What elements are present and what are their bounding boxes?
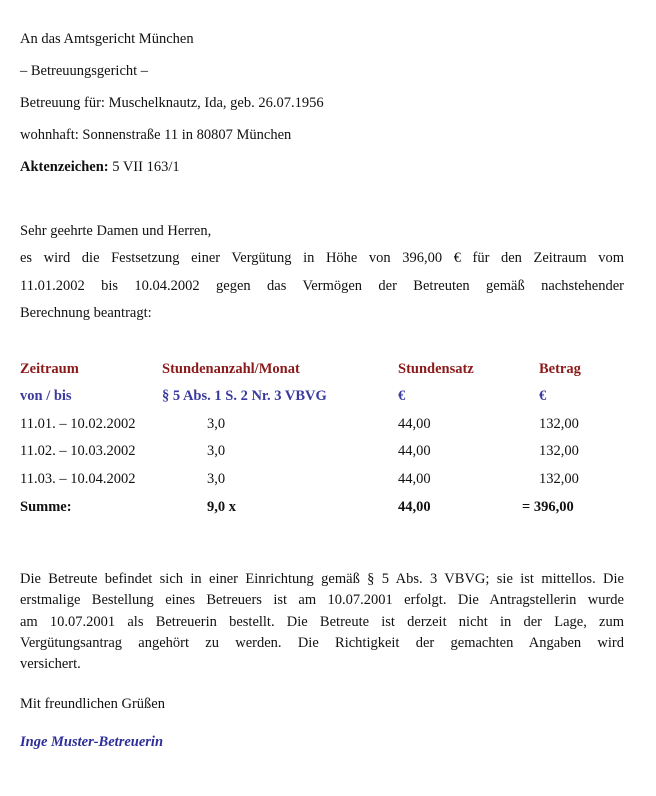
row-3-amount: 132,00 — [539, 471, 579, 487]
subheader-period: von / bis — [20, 388, 72, 404]
row-2-hours: 3,0 — [207, 443, 226, 459]
body-line-2: erstmalige Bestellung eines Betreuers ist am 10.07.2001 erfolgt. Die Antragstellerin wurde — [20, 592, 624, 608]
request-line-3: Berechnung beantragt: — [20, 305, 152, 321]
subheader-amount: € — [539, 388, 547, 404]
salutation: Sehr geehrte Damen und Herren, — [20, 223, 212, 239]
court-department: – Betreuungsgericht – — [20, 63, 149, 79]
request-line-2: 11.01.2002 bis 10.04.2002 gegen das Vermögen der Betreuten gemäß nachstehender — [20, 278, 624, 294]
header-amount: Betrag — [539, 361, 581, 377]
row-3-rate: 44,00 — [398, 471, 431, 487]
signature: Inge Muster-Betreuerin — [20, 734, 164, 750]
body-line-1: Die Betreute befindet sich in einer Einrichtung gemäß § 5 Abs. 3 VBVG; sie ist mittellos. Die — [20, 571, 624, 587]
total-hours: 9,0 x — [207, 499, 236, 515]
row-1-period: 11.01. – 10.02.2002 — [20, 416, 136, 432]
total-rate: 44,00 — [398, 499, 431, 515]
body-line-4: Vergütungsantrag angehört zu werden. Die Richtigkeit der gemachten Angaben wird — [20, 635, 624, 651]
row-1-hours: 3,0 — [207, 416, 226, 432]
body-line-3: am 10.07.2001 als Betreuerin bestellt. Die Betreute ist derzeit nicht in der Lage, zum — [20, 614, 624, 630]
file-number-line — [20, 159, 180, 176]
subheader-rate: € — [398, 388, 406, 404]
header-hours: Stundenanzahl/Monat — [162, 361, 300, 377]
file-number-value: 5 VII 163/1 — [108, 159, 180, 175]
residence-line: wohnhaft: Sonnenstraße 11 in 80807 München — [20, 127, 292, 143]
row-3-hours: 3,0 — [207, 471, 226, 487]
row-1-rate: 44,00 — [398, 416, 431, 432]
body-line-5: versichert. — [20, 656, 81, 672]
care-for-line: Betreuung für: Muschelknautz, Ida, geb. 26.07.1956 — [20, 95, 324, 111]
row-1-amount: 132,00 — [539, 416, 579, 432]
request-line-1: es wird die Festsetzung einer Vergütung in Höhe von 396,00 € für den Zeitraum vom — [20, 250, 624, 266]
row-2-amount: 132,00 — [539, 443, 579, 459]
total-amount: = 396,00 — [522, 499, 574, 515]
row-2-rate: 44,00 — [398, 443, 431, 459]
subheader-hours: § 5 Abs. 1 S. 2 Nr. 3 VBVG — [162, 388, 327, 404]
file-number-label: Aktenzeichen: — [20, 159, 109, 175]
row-3-period: 11.03. – 10.04.2002 — [20, 471, 136, 487]
court-address: An das Amtsgericht München — [20, 31, 194, 47]
row-2-period: 11.02. – 10.03.2002 — [20, 443, 136, 459]
header-rate: Stundensatz — [398, 361, 474, 377]
closing: Mit freundlichen Grüßen — [20, 696, 165, 712]
header-period: Zeitraum — [20, 361, 79, 377]
total-label: Summe: — [20, 499, 72, 515]
